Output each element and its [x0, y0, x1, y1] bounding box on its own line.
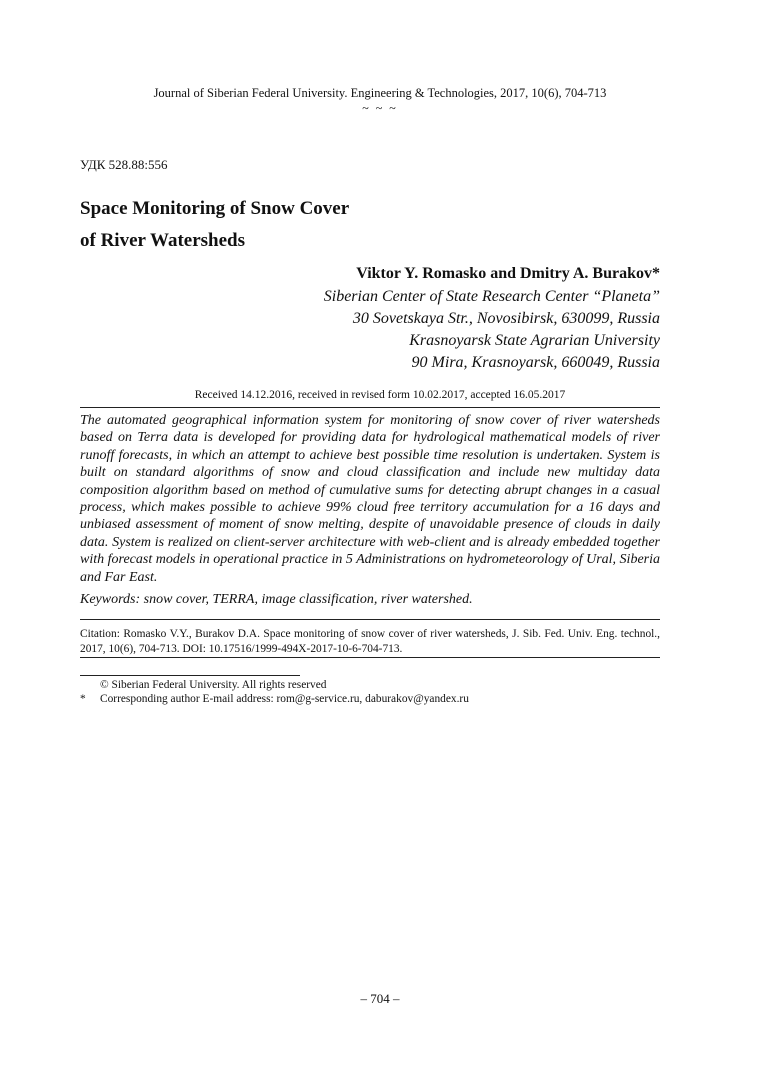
citation-bottom-rule: [80, 657, 660, 658]
keywords: Keywords: snow cover, TERRA, image classification, river watershed.: [80, 592, 473, 607]
page-number: – 704 –: [360, 991, 400, 1006]
abstract: The automated geographical information system for monitoring of snow cover of river watersheds based on Terra data is developed for providing data for hydrological mathematical models of river runoff forecasts, in which an attempt to achieve best possible time resolution is undertaken. System is built on standard algorithms of snow and cloud classification and include new multiday data composition algorithm based on method of cumulative sums for detecting abrupt changes in a casual process, which makes possible to achieve 99% cloud free territory accumulation for a 16 days and unbiased assessment of moment of snow melting, despite of unavoidable presence of clouds in daily data. System is realized on client-server architecture with web-client and is already embedded together with forecast models in operational practice in 5 Administrations on hydrometeorology of Ural, Siberia and Far East.: [80, 413, 660, 585]
copyright-footnote: [80, 678, 660, 692]
citation-top-rule: [80, 619, 660, 620]
running-head: Journal of Siberian Federal University. Engineering & Technologies, 2017, 10(6), 704-713: [153, 86, 607, 100]
affiliation-line: Krasnoyarsk State Agrarian University: [409, 332, 660, 349]
corresponding-author-text: Corresponding author E-mail address: rom@g-service.ru, daburakov@yandex.ru: [100, 693, 469, 705]
article-title: [80, 193, 500, 257]
affiliations: [100, 286, 660, 374]
running-head-separator: ~ ~ ~: [362, 101, 398, 115]
citation: Citation: Romasko V.Y., Burakov D.A. Space monitoring of snow cover of river watersheds, J. Sib. Fed. Univ. Eng. technol., 2017, 10(6), 704-713. DOI: 10.17516/1999-494X-2017-10-6-704-713.: [80, 628, 660, 655]
footnote-asterisk: *: [80, 693, 86, 705]
article-title-line-2: of River Watersheds: [80, 230, 246, 251]
corresponding-author-footnote: [80, 692, 660, 706]
affiliation-line: 90 Mira, Krasnoyarsk, 660049, Russia: [411, 354, 660, 371]
authors: Viktor Y. Romasko and Dmitry A. Burakov*: [356, 265, 660, 282]
abstract-top-rule: [80, 407, 660, 408]
footnote-rule: [80, 675, 300, 676]
udc-code: УДК 528.88:556: [80, 157, 168, 172]
article-title-line-1: Space Monitoring of Snow Cover: [80, 198, 350, 219]
affiliation-line: 30 Sovetskaya Str., Novosibirsk, 630099, Russia: [352, 310, 660, 327]
affiliation-line: Siberian Center of State Research Center “Planeta”: [323, 288, 660, 305]
received-dates: Received 14.12.2016, received in revised form 10.02.2017, accepted 16.05.2017: [194, 389, 566, 401]
copyright-text: © Siberian Federal University. All rights reserved: [100, 679, 327, 691]
